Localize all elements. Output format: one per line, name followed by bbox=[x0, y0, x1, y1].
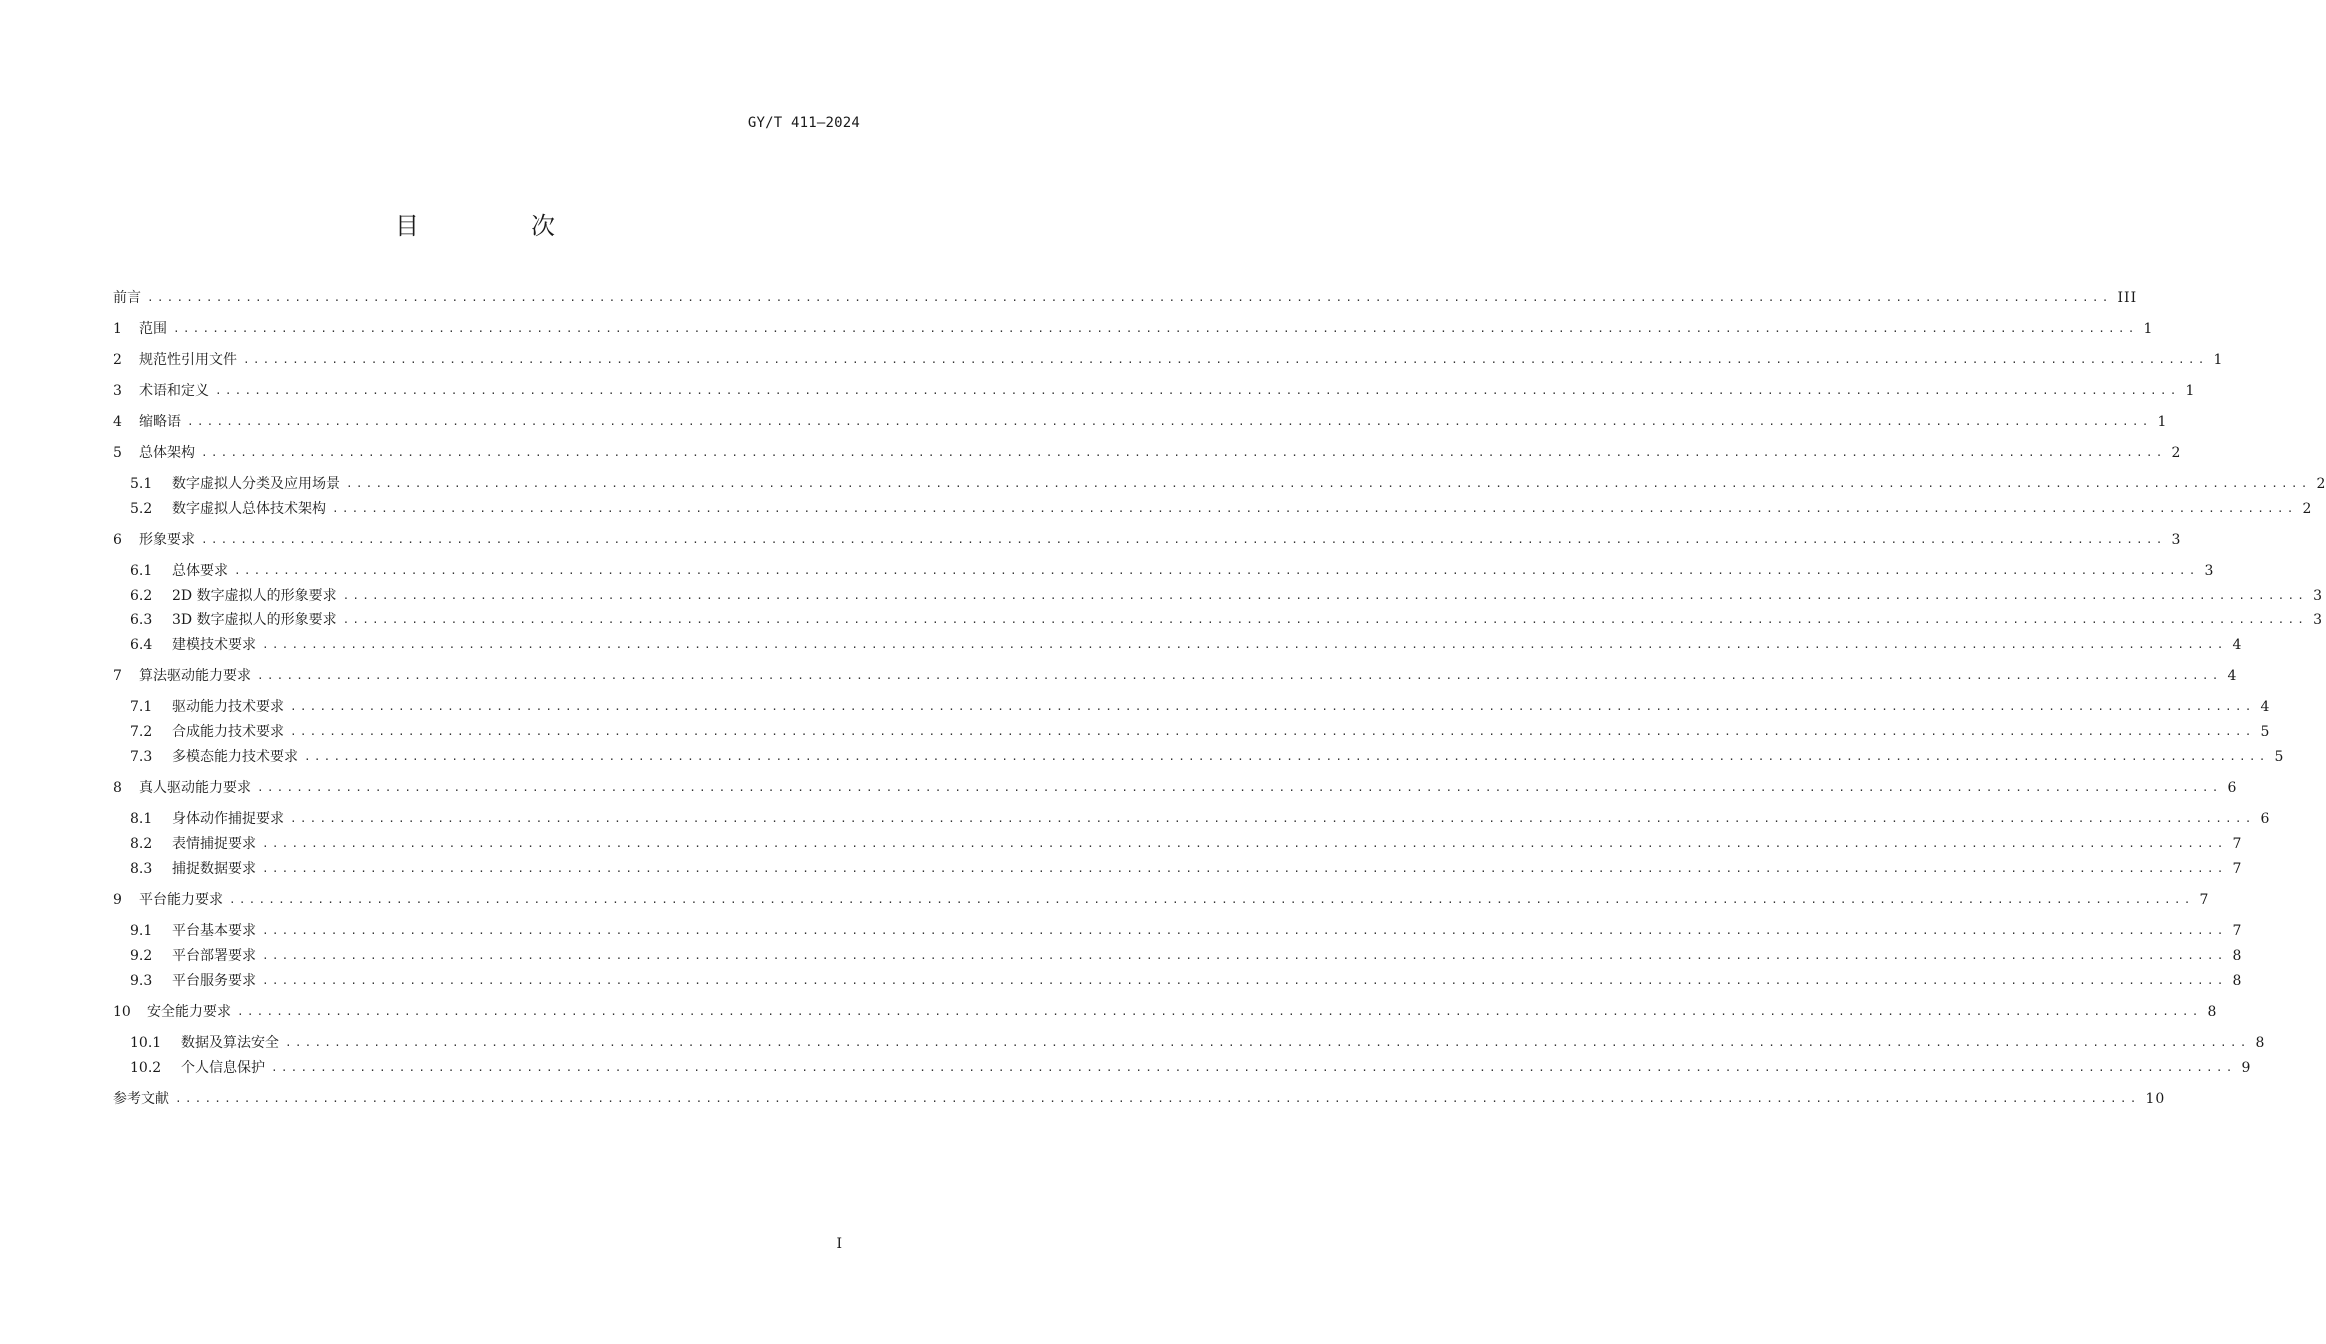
toc-entry-title: 参考文献 bbox=[113, 1091, 169, 1107]
toc-entry[interactable] bbox=[113, 411, 2168, 433]
toc-leader-dots: ........................................................................................................................................................................................................ bbox=[262, 974, 2227, 987]
toc-entry-page: 1 bbox=[2185, 383, 2196, 399]
toc-leader-dots: ........................................................................................................................................................................................................ bbox=[304, 750, 2269, 763]
toc-entry-page: 5 bbox=[2274, 749, 2285, 765]
toc-entry-number: 4 bbox=[113, 414, 122, 430]
toc-entry-number: 5.2 bbox=[130, 501, 153, 517]
toc-entry-page: 2 bbox=[2302, 501, 2313, 517]
toc-entry-page: 1 bbox=[2143, 321, 2154, 337]
toc-entry[interactable] bbox=[113, 380, 2196, 402]
toc-entry[interactable] bbox=[113, 777, 2238, 799]
toc-entry-page: 3 bbox=[2204, 563, 2215, 579]
toc-leader-dots: ........................................................................................................................................................................................................ bbox=[262, 837, 2227, 850]
toc-entry-label bbox=[113, 889, 223, 911]
toc-entry-page: 2 bbox=[2316, 476, 2326, 492]
toc-entry-title: 数字虚拟人分类及应用场景 bbox=[172, 476, 340, 492]
toc-leader-dots: ........................................................................................................................................................................................................ bbox=[290, 700, 2255, 713]
toc-entry-label bbox=[113, 609, 337, 631]
toc-entry[interactable] bbox=[113, 889, 2210, 911]
toc-entry-number: 1 bbox=[113, 321, 122, 337]
toc-entry-number: 5.1 bbox=[130, 476, 153, 492]
toc-entry-label bbox=[113, 473, 340, 495]
toc-entry-number: 6.1 bbox=[130, 563, 153, 579]
toc-entry-label bbox=[113, 1057, 265, 1079]
toc-entry[interactable] bbox=[113, 945, 2243, 967]
toc-entry[interactable] bbox=[113, 1057, 2252, 1079]
toc-entry-number: 8.3 bbox=[130, 861, 153, 877]
toc-entry-title: 总体要求 bbox=[172, 563, 228, 579]
page-title: 目 次 bbox=[395, 212, 599, 240]
toc-entry-label bbox=[113, 858, 256, 880]
toc-entry-title: 规范性引用文件 bbox=[139, 352, 237, 368]
toc-leader-dots: ........................................................................................................................................................................................................ bbox=[271, 1061, 2236, 1074]
toc-entry-label bbox=[113, 442, 195, 464]
toc-entry-number: 9.3 bbox=[130, 973, 153, 989]
toc-entry-label bbox=[113, 560, 228, 582]
toc-entry[interactable] bbox=[113, 970, 2243, 992]
toc-entry-page: 6 bbox=[2260, 811, 2271, 827]
toc-entry-number: 10.1 bbox=[130, 1035, 162, 1051]
toc-entry-number: 7.2 bbox=[130, 724, 153, 740]
toc-entry-page: 4 bbox=[2260, 699, 2271, 715]
toc-entry-label bbox=[113, 1032, 279, 1054]
toc-entry[interactable] bbox=[113, 529, 2182, 551]
toc-entry-label bbox=[113, 696, 284, 718]
toc-leader-dots: ........................................................................................................................................................................................................ bbox=[229, 893, 2194, 906]
toc-entry-label bbox=[113, 318, 167, 340]
toc-entry-label bbox=[113, 349, 237, 371]
toc-entry-page: 9 bbox=[2241, 1060, 2252, 1076]
toc-entry-label bbox=[113, 746, 298, 768]
toc-entry-number: 6.2 bbox=[130, 588, 153, 604]
toc-entry-title: 形象要求 bbox=[139, 532, 195, 548]
toc-entry[interactable] bbox=[113, 665, 2238, 687]
toc-entry-title: 安全能力要求 bbox=[147, 1004, 231, 1020]
toc-entry-label bbox=[113, 833, 256, 855]
toc-entry[interactable] bbox=[113, 1032, 2266, 1054]
toc-entry-number: 8 bbox=[113, 780, 122, 796]
toc-leader-dots: ........................................................................................................................................................................................................ bbox=[234, 564, 2199, 577]
toc-entry-number: 10.2 bbox=[130, 1060, 162, 1076]
toc-entry-number: 10 bbox=[113, 1004, 131, 1020]
toc-entry-page: 1 bbox=[2157, 414, 2168, 430]
toc-entry-page: 8 bbox=[2255, 1035, 2266, 1051]
toc-entry[interactable] bbox=[113, 858, 2243, 880]
toc-leader-dots: ........................................................................................................................................................................................................ bbox=[290, 812, 2255, 825]
toc-leader-dots: ........................................................................................................................................................................................................ bbox=[257, 781, 2222, 794]
toc-entry-label bbox=[113, 1088, 169, 1110]
toc-leader-dots: ........................................................................................................................................................................................................ bbox=[262, 924, 2227, 937]
toc-entry-page: 7 bbox=[2232, 923, 2243, 939]
toc-entry[interactable] bbox=[113, 498, 2313, 520]
toc-entry-title: 平台部署要求 bbox=[172, 948, 256, 964]
toc-entry-number: 6 bbox=[113, 532, 122, 548]
toc-entry[interactable] bbox=[113, 442, 2182, 464]
toc-entry[interactable] bbox=[113, 833, 2243, 855]
toc-leader-dots: ........................................................................................................................................................................................................ bbox=[346, 477, 2311, 490]
toc-entry-page: 8 bbox=[2207, 1004, 2218, 1020]
toc-entry-number: 5 bbox=[113, 445, 122, 461]
toc-entry-label bbox=[113, 920, 256, 942]
toc-entry[interactable] bbox=[113, 609, 2324, 631]
toc-entry-page: III bbox=[2117, 290, 2138, 306]
toc-entry[interactable] bbox=[113, 1001, 2218, 1023]
toc-entry-page: 4 bbox=[2227, 668, 2238, 684]
toc-entry-page: 8 bbox=[2232, 973, 2243, 989]
toc-entry-title: 算法驱动能力要求 bbox=[139, 668, 251, 684]
toc-entry-page: 7 bbox=[2232, 836, 2243, 852]
toc-leader-dots: ........................................................................................................................................................................................................ bbox=[243, 353, 2208, 366]
toc-entry-label bbox=[113, 287, 141, 309]
toc-entry-number: 8.2 bbox=[130, 836, 153, 852]
toc-entry-title: 平台基本要求 bbox=[172, 923, 256, 939]
toc-leader-dots: ........................................................................................................................................................................................................ bbox=[257, 669, 2222, 682]
toc-leader-dots: ........................................................................................................................................................................................................ bbox=[175, 1092, 2140, 1105]
toc-entry-title: 驱动能力技术要求 bbox=[172, 699, 284, 715]
toc-entry[interactable] bbox=[113, 746, 2285, 768]
toc-entry-title: 术语和定义 bbox=[139, 383, 209, 399]
toc-entry-label bbox=[113, 1001, 231, 1023]
toc-entry-title: 建模技术要求 bbox=[172, 637, 256, 653]
toc-entry-number: 8.1 bbox=[130, 811, 153, 827]
toc-entry[interactable] bbox=[113, 560, 2215, 582]
toc-entry[interactable] bbox=[113, 696, 2271, 718]
standard-code: GY/T 411—2024 bbox=[747, 115, 860, 131]
toc-entry[interactable] bbox=[113, 318, 2154, 340]
toc-leader-dots: ........................................................................................................................................................................................................ bbox=[187, 415, 2152, 428]
toc-entry-number: 6.4 bbox=[130, 637, 153, 653]
toc-entry-page: 6 bbox=[2227, 780, 2238, 796]
toc-entry-title: 数据及算法安全 bbox=[181, 1035, 279, 1051]
toc-entry-title: 真人驱动能力要求 bbox=[139, 780, 251, 796]
toc-leader-dots: ........................................................................................................................................................................................................ bbox=[215, 384, 2180, 397]
toc-entry-page: 2 bbox=[2171, 445, 2182, 461]
toc-entry-label bbox=[113, 498, 326, 520]
toc-entry-label bbox=[113, 665, 251, 687]
toc-entry-label bbox=[113, 808, 284, 830]
toc-entry-page: 10 bbox=[2145, 1091, 2166, 1107]
toc-entry-page: 8 bbox=[2232, 948, 2243, 964]
toc-entry[interactable] bbox=[113, 920, 2243, 942]
toc-entry-label bbox=[113, 634, 256, 656]
toc-entry-number: 6.3 bbox=[130, 612, 153, 628]
toc-entry-number: 7.3 bbox=[130, 749, 153, 765]
toc-entry-page: 7 bbox=[2232, 861, 2243, 877]
toc-leader-dots: ........................................................................................................................................................................................................ bbox=[332, 502, 2297, 515]
toc-entry-number: 7 bbox=[113, 668, 122, 684]
toc-entry-label bbox=[113, 411, 181, 433]
toc-entry-title: 平台服务要求 bbox=[172, 973, 256, 989]
toc-entry[interactable] bbox=[113, 585, 2324, 607]
toc-entry-page: 3 bbox=[2313, 588, 2324, 604]
toc-leader-dots: ........................................................................................................................................................................................................ bbox=[237, 1005, 2202, 1018]
toc-entry-page: 1 bbox=[2213, 352, 2224, 368]
toc-entry-label bbox=[113, 970, 256, 992]
toc-entry-page: 3 bbox=[2171, 532, 2182, 548]
toc-entry[interactable] bbox=[113, 287, 2138, 309]
toc-entry-number: 2 bbox=[113, 352, 122, 368]
toc-entry-label bbox=[113, 585, 337, 607]
toc-leader-dots: ........................................................................................................................................................................................................ bbox=[147, 291, 2112, 304]
toc-leader-dots: ........................................................................................................................................................................................................ bbox=[262, 638, 2227, 651]
toc-leader-dots: ........................................................................................................................................................................................................ bbox=[285, 1036, 2250, 1049]
toc-entry-title: 总体架构 bbox=[139, 445, 195, 461]
toc-entry[interactable] bbox=[113, 721, 2271, 743]
toc-entry-page: 3 bbox=[2313, 612, 2324, 628]
toc-leader-dots: ........................................................................................................................................................................................................ bbox=[342, 589, 2308, 602]
toc-entry-number: 9 bbox=[113, 892, 122, 908]
toc-entry[interactable] bbox=[113, 1088, 2166, 1110]
toc-entry-page: 7 bbox=[2199, 892, 2210, 908]
toc-entry-number: 9.1 bbox=[130, 923, 153, 939]
toc-entry-title: 前言 bbox=[113, 290, 141, 306]
toc-entry[interactable] bbox=[113, 473, 2326, 495]
toc-entry-title: 数字虚拟人总体技术架构 bbox=[172, 501, 326, 517]
toc-entry-number: 3 bbox=[113, 383, 122, 399]
toc-entry-title: 合成能力技术要求 bbox=[172, 724, 284, 740]
toc-entry-label bbox=[113, 777, 251, 799]
toc-entry-title: 个人信息保护 bbox=[181, 1060, 265, 1076]
toc-entry-title: 平台能力要求 bbox=[139, 892, 223, 908]
toc-leader-dots: ........................................................................................................................................................................................................ bbox=[173, 322, 2138, 335]
toc-entry[interactable] bbox=[113, 349, 2224, 371]
toc-entry-title: 多模态能力技术要求 bbox=[172, 749, 298, 765]
page-number: I bbox=[836, 1236, 842, 1252]
toc-entry-number: 7.1 bbox=[130, 699, 153, 715]
toc-leader-dots: ........................................................................................................................................................................................................ bbox=[290, 725, 2255, 738]
toc-entry-number: 9.2 bbox=[130, 948, 153, 964]
toc-entry-label bbox=[113, 380, 209, 402]
toc-entry-title: 身体动作捕捉要求 bbox=[172, 811, 284, 827]
toc-entry[interactable] bbox=[113, 634, 2243, 656]
toc-entry[interactable] bbox=[113, 808, 2271, 830]
toc-entry-label bbox=[113, 945, 256, 967]
toc-entry-title: 范围 bbox=[139, 321, 167, 337]
toc-entry-page: 5 bbox=[2260, 724, 2271, 740]
toc-entry-title: 2D 数字虚拟人的形象要求 bbox=[172, 588, 337, 604]
toc-leader-dots: ........................................................................................................................................................................................................ bbox=[262, 862, 2227, 875]
toc-leader-dots: ........................................................................................................................................................................................................ bbox=[262, 949, 2227, 962]
toc-entry-page: 4 bbox=[2232, 637, 2243, 653]
toc-entry-title: 3D 数字虚拟人的形象要求 bbox=[172, 612, 337, 628]
toc-entry-title: 表情捕捉要求 bbox=[172, 836, 256, 852]
toc-leader-dots: ........................................................................................................................................................................................................ bbox=[342, 613, 2308, 626]
toc-entry-label bbox=[113, 721, 284, 743]
toc-leader-dots: ........................................................................................................................................................................................................ bbox=[201, 533, 2166, 546]
toc-entry-label bbox=[113, 529, 195, 551]
toc-entry-title: 缩略语 bbox=[139, 414, 181, 430]
toc-leader-dots: ........................................................................................................................................................................................................ bbox=[201, 446, 2166, 459]
toc-entry-title: 捕捉数据要求 bbox=[172, 861, 256, 877]
